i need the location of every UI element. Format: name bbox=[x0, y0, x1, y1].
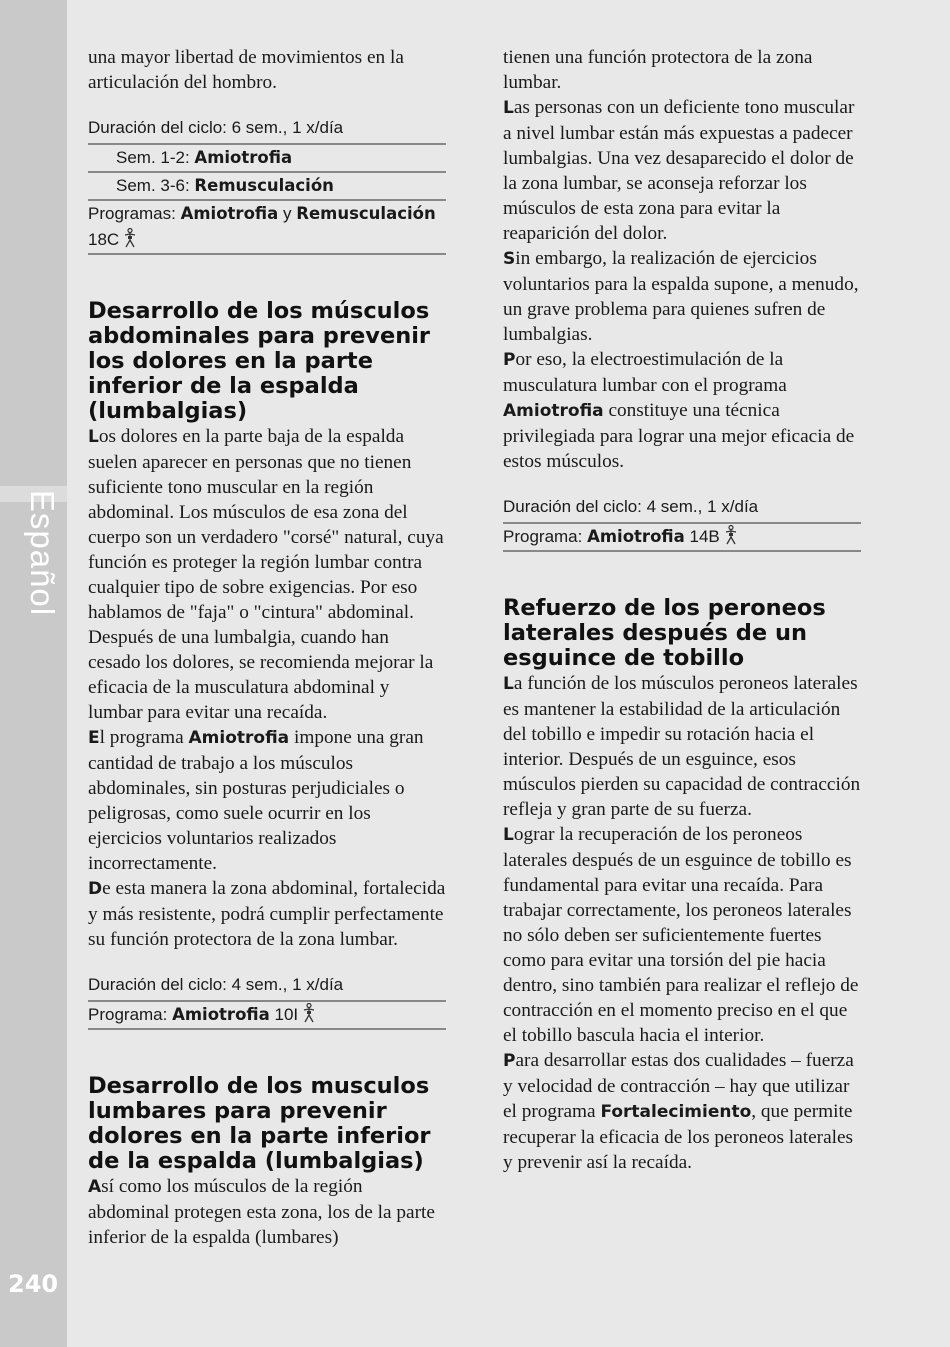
paragraph: Sin embargo, la realización de ejercicios voluntarios para la espalda supone, a menudo, un grave problema para quienes sufren de lumbalgias. bbox=[503, 248, 859, 345]
cycle-duration: Duración del ciclo: 6 sem., 1 x/día bbox=[88, 115, 446, 145]
paragraph: Así como los músculos de la región abdominal protegen esta zona, los de la parte inferior de la espalda (lumbares) bbox=[88, 1176, 435, 1248]
electrode-person-icon bbox=[302, 1003, 316, 1023]
program-name: Amiotrofia bbox=[587, 527, 685, 546]
language-label: Español bbox=[24, 489, 61, 617]
week-row-1-2: Sem. 1-2: Amiotrofia bbox=[88, 145, 446, 173]
program-name: Amiotrofia bbox=[503, 401, 604, 421]
program-code: 10I bbox=[269, 1005, 299, 1024]
programs-row: Programas: Amiotrofia y Remusculación 18C bbox=[88, 201, 446, 255]
electrode-person-icon bbox=[123, 228, 137, 248]
program-box-shoulder bbox=[88, 115, 446, 255]
right-intro-paragraph: tienen una función protectora de la zona lumbar. bbox=[503, 47, 813, 93]
program-name: Fortalecimiento bbox=[600, 1102, 752, 1122]
paragraph: De esta manera la zona abdominal, fortalecida y más resistente, podrá cumplir perfectamente su función protectora de la zona lumbar. bbox=[88, 878, 446, 950]
cycle-duration: Duración del ciclo: 4 sem., 1 x/día bbox=[503, 494, 861, 524]
left-intro-paragraph: una mayor libertad de movimientos en la articulación del hombro. bbox=[88, 47, 404, 93]
paragraph: Las personas con un deficiente tono muscular a nivel lumbar están más expuestas a padecer lumbalgias. Una vez desaparecido el dolor de la zona lumbar, se aconseja reforzar los músculos de esta zona para evitar la reaparición del dolor. bbox=[503, 97, 855, 244]
language-label-box bbox=[18, 488, 66, 618]
paragraph: La función de los músculos peroneos laterales es mantener la estabilidad de la articulación del tobillo e impedir su rotación hacia el interior. Después de un esguince, esos músculos pierden su capacidad de contracción refleja y gran parte de su fuerza. bbox=[503, 673, 861, 820]
program-name: Remusculación bbox=[194, 176, 334, 195]
right-column bbox=[503, 45, 861, 1175]
paragraph: Por eso, la electroestimulación de la musculatura lumbar con el programa Amiotrofia constituye una técnica privilegiada para lograr una mejor eficacia de estos músculos. bbox=[503, 349, 855, 472]
program-name: Amiotrofia bbox=[172, 1005, 270, 1024]
section-title-lumbar: Desarrollo de los musculos lumbares para prevenir dolores en la parte inferior de la espalda (lumbalgias) bbox=[88, 1073, 431, 1174]
program-name: Amiotrofia bbox=[188, 728, 290, 748]
program-row: Programa: Amiotrofia 14B bbox=[503, 524, 861, 552]
program-code: 14B bbox=[684, 527, 720, 546]
cycle-duration: Duración del ciclo: 4 sem., 1 x/día bbox=[88, 972, 446, 1002]
program-box-abdominal bbox=[88, 972, 446, 1030]
page-number: 240 bbox=[8, 1270, 59, 1298]
paragraph: Los dolores en la parte baja de la espalda suelen aparecer en personas que no tienen suficiente tono muscular en la región abdominal. Los músculos de esa zona del cuerpo son un verdadero "corsé" natural, cuya función es proteger la región lumbar contra cualquier tipo de sobre exigencias. Por eso hablamos de "faja" o "cintura" abdominal. Después de una lumbalgia, cuando han cesado los dolores, se recomienda mejorar la eficacia de la musculatura abdominal y lumbar para evitar una recaída. bbox=[88, 426, 444, 723]
program-name: Amiotrofia bbox=[194, 148, 293, 167]
sidebar bbox=[0, 0, 67, 1347]
program-name: Amiotrofia bbox=[180, 204, 279, 223]
program-row: Programa: Amiotrofia 10I bbox=[88, 1002, 446, 1030]
section-title-abdominal: Desarrollo de los músculos abdominales para prevenir los dolores en la parte inferior de la espalda (lumbalgias) bbox=[88, 298, 431, 424]
program-name: Remusculación bbox=[296, 204, 436, 223]
section-title-ankle: Refuerzo de los peroneos laterales después de un esguince de tobillo bbox=[503, 595, 826, 671]
left-column bbox=[88, 45, 446, 1250]
paragraph: El programa Amiotrofia impone una gran cantidad de trabajo a los músculos abdominales, sin posturas perjudiciales o peligrosas, como suele ocurrir en los ejercicios voluntarios realizados incorrectamente. bbox=[88, 727, 424, 874]
electrode-person-icon bbox=[724, 525, 738, 545]
paragraph: Para desarrollar estas dos cualidades – fuerza y velocidad de contracción – hay que utilizar el programa Fortalecimiento, que permite recuperar la eficacia de los peroneos laterales y prevenir así la recaída. bbox=[503, 1050, 854, 1173]
paragraph: Lograr la recuperación de los peroneos laterales después de un esguince de tobillo es fundamental para evitar una recaída. Para trabajar correctamente, los peroneos laterales no sólo deben ser suficientemente fuertes como para evitar una torsión del pie hacia dentro, sino también para realizar el reflejo de contracción en el momento preciso en el que el tobillo bascula hacia el interior. bbox=[503, 824, 859, 1046]
program-code: 18C bbox=[88, 230, 120, 249]
week-row-3-6: Sem. 3-6: Remusculación bbox=[88, 173, 446, 201]
program-box-lumbar bbox=[503, 494, 861, 552]
